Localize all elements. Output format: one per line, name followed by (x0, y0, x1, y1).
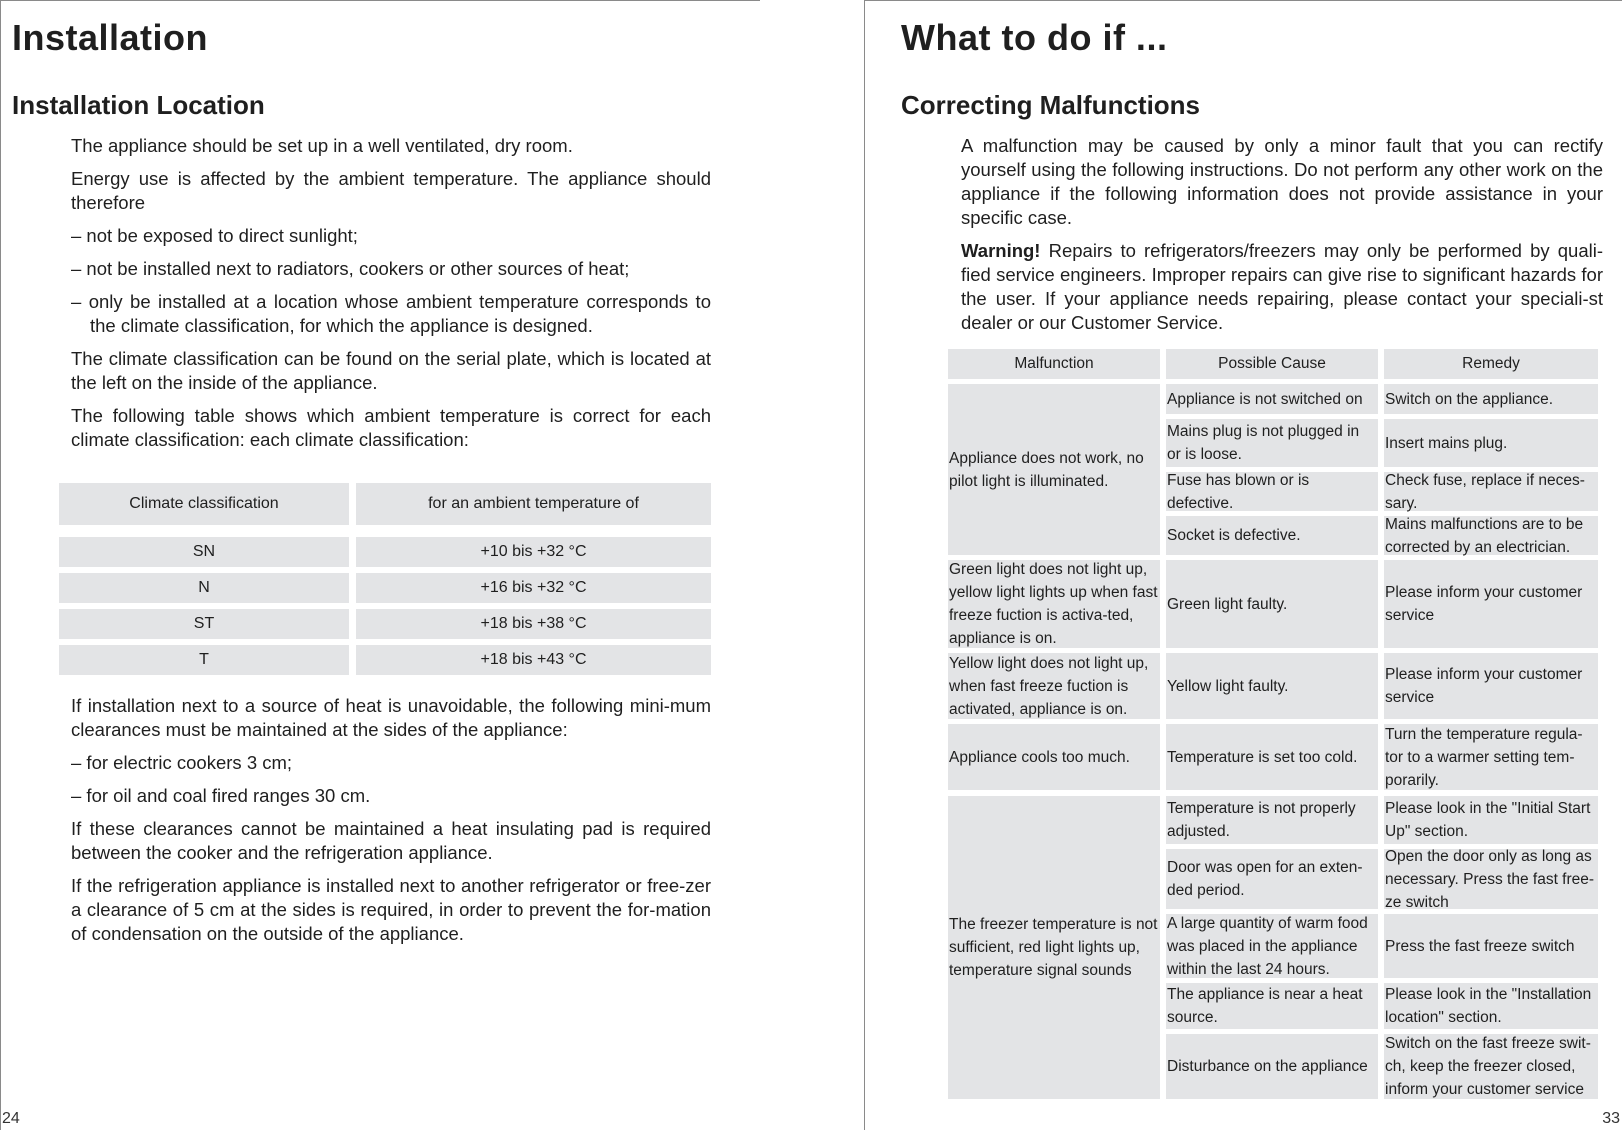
remedy-cell: Please inform your customer service (1384, 653, 1598, 719)
warning-label: Warning! (961, 240, 1041, 261)
cause-cell: Socket is defective. (1166, 516, 1378, 555)
remedy-cell: Please look in the "Installation location" section. (1384, 983, 1598, 1029)
temperature-range: +10 bis +32 °C (356, 537, 711, 567)
malfunction-cell: Green light does not light up, yellow light lights up when fast freeze fuction is activa-ted, appliance is on. (948, 560, 1160, 648)
section-title: Installation Location (12, 90, 265, 120)
cause-cell: Green light faulty. (1166, 560, 1378, 648)
warning-paragraph (961, 239, 1603, 335)
cause-cell: Mains plug is not plugged in or is loose. (1166, 419, 1378, 467)
column-header: Malfunction (948, 349, 1160, 379)
table-row (59, 537, 711, 567)
remedy-cell: Press the fast freeze switch (1384, 914, 1598, 978)
cause-cell: A large quantity of warm food was placed in the appliance within the last 24 hours. (1166, 914, 1378, 978)
remedy-cell: Switch on the fast freeze swit-ch, keep the freezer closed, inform your customer service (1384, 1034, 1598, 1099)
table-row (59, 609, 711, 639)
column-header: for an ambient temperature of (356, 483, 711, 525)
malfunction-cell: Appliance cools too much. (948, 724, 1160, 790)
malfunction-cell: The freezer temperature is not sufficient, red light lights up, temperature signal sounds (948, 796, 1160, 1099)
climate-class: SN (59, 537, 349, 567)
paragraph: The appliance should be set up in a well ventilated, dry room. (71, 135, 573, 156)
remedy-cell: Check fuse, replace if neces-sary. (1384, 472, 1598, 511)
cause-cell: Door was open for an exten-ded period. (1166, 849, 1378, 909)
remedy-cell: Please inform your customer service (1384, 560, 1598, 648)
paragraph: The climate classification can be found on the serial plate, which is located at the left on the inside of the appliance. (71, 348, 711, 393)
remedy-cell: Switch on the appliance. (1384, 384, 1598, 414)
malfunction-cell: Yellow light does not light up, when fast freeze fuction is activated, appliance is on. (948, 653, 1160, 719)
left-page (0, 0, 760, 1130)
paragraph: The following table shows which ambient temperature is correct for each climate classification: each climate classification: (71, 405, 711, 450)
cause-cell: Yellow light faulty. (1166, 653, 1378, 719)
cause-cell: Appliance is not switched on (1166, 384, 1378, 414)
cause-cell: Fuse has blown or is defective. (1166, 472, 1378, 511)
table-header (59, 483, 711, 525)
page-title: Installation (12, 17, 209, 58)
paragraph: If installation next to a source of heat is unavoidable, the following mini-mum clearances must be maintained at the sides of the appliance: (71, 695, 711, 740)
list-item: – not be exposed to direct sunlight; (71, 225, 358, 246)
remedy-cell: Please look in the "Initial Start Up" section. (1384, 796, 1598, 844)
intro-text (961, 134, 1603, 344)
column-header: Possible Cause (1166, 349, 1378, 379)
malfunction-table (948, 349, 1598, 1099)
table-row (59, 645, 711, 675)
list-item: – for oil and coal fired ranges 30 cm. (71, 785, 371, 806)
page-title: What to do if ... (901, 17, 1168, 58)
section-title: Correcting Malfunctions (901, 90, 1201, 120)
temperature-range: +18 bis +38 °C (356, 609, 711, 639)
cause-cell: Disturbance on the appliance (1166, 1034, 1378, 1099)
remedy-cell: Insert mains plug. (1384, 419, 1598, 467)
table-row (59, 573, 711, 603)
temperature-range: +18 bis +43 °C (356, 645, 711, 675)
page-number: 24 (2, 1110, 20, 1127)
page-number: 33 (1602, 1110, 1620, 1127)
column-header: Remedy (1384, 349, 1598, 379)
climate-class: ST (59, 609, 349, 639)
list-item: – not be installed next to radiators, cookers or other sources of heat; (71, 258, 630, 279)
paragraph: A malfunction may be caused by only a minor fault that you can rectify yourself using the following instructions. Do not perform any other work on the appliance if the following information does not provide assistance in your specific case. (961, 135, 1603, 228)
intro-text (71, 134, 711, 461)
column-header: Climate classification (59, 483, 349, 525)
remedy-cell: Turn the temperature regula-tor to a warmer setting tem-porarily. (1384, 724, 1598, 790)
malfunction-cell: Appliance does not work, no pilot light is illuminated. (948, 384, 1160, 555)
clearance-text (71, 694, 711, 955)
list-item: – only be installed at a location whose ambient temperature corresponds to the climate classification, for which the appliance is designed. (71, 291, 711, 336)
climate-class: T (59, 645, 349, 675)
temperature-range: +16 bis +32 °C (356, 573, 711, 603)
cause-cell: The appliance is near a heat source. (1166, 983, 1378, 1029)
paragraph: If the refrigeration appliance is installed next to another refrigerator or free-zer a clearance of 5 cm at the sides is required, in order to prevent the for-mation of condensation on the outside of the appliance. (71, 875, 711, 944)
cause-cell: Temperature is not properly adjusted. (1166, 796, 1378, 844)
paragraph: If these clearances cannot be maintained a heat insulating pad is required between the cooker and the refrigeration appliance. (71, 818, 711, 863)
climate-class: N (59, 573, 349, 603)
paragraph: Energy use is affected by the ambient temperature. The appliance should therefore (71, 168, 711, 213)
climate-table (59, 483, 711, 681)
cause-cell: Temperature is set too cold. (1166, 724, 1378, 790)
remedy-cell: Open the door only as long as necessary. Press the fast free-ze switch (1384, 849, 1598, 909)
list-item: – for electric cookers 3 cm; (71, 752, 293, 773)
remedy-cell: Mains malfunctions are to be corrected by an electrician. (1384, 516, 1598, 555)
warning-text: Repairs to refrigerators/freezers may only be performed by quali-fied service engineers. Improper repairs can give rise to significant hazards for the user. If your appliance needs repairing, please contact your speciali-st dealer or our Customer Service. (961, 240, 1603, 333)
